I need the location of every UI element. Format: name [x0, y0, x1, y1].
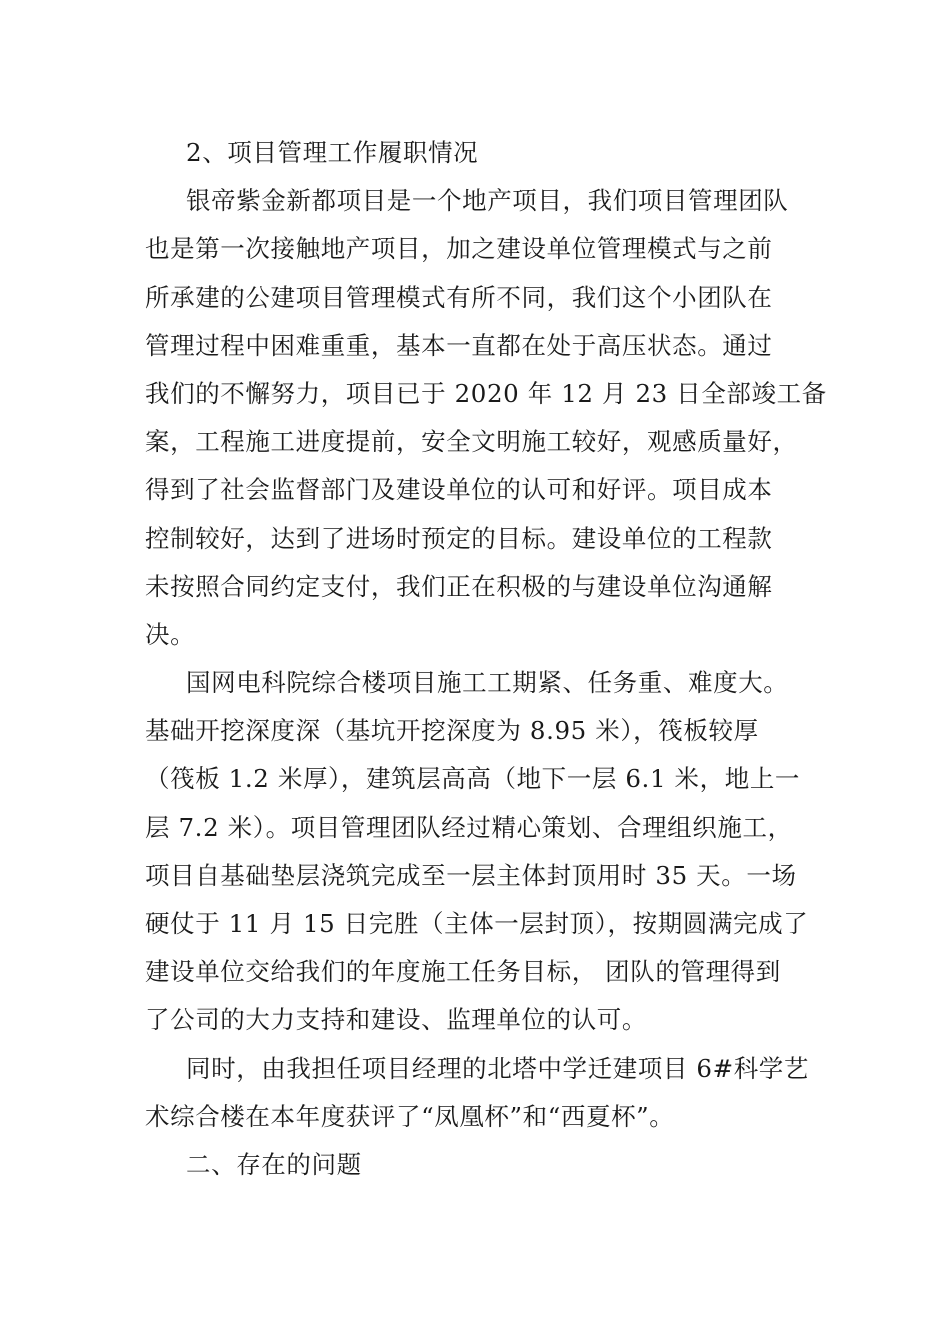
section-heading: 二、存在的问题	[186, 1149, 362, 1179]
paragraph-line: 建设单位交给我们的年度施工任务目标， 团队的管理得到	[145, 957, 781, 987]
paragraph-line: 决。	[145, 619, 196, 649]
paragraph-line: 层 7.2 米）。项目管理团队经过精心策划、合理组织施工，	[145, 812, 793, 842]
paragraph-line: 基础开挖深度深（基坑开挖深度为 8.95 米），筏板较厚	[145, 716, 759, 746]
paragraph-line: 案，工程施工进度提前，安全文明施工较好，观感质量好，	[145, 427, 798, 457]
paragraph-line: 术综合楼在本年度获评了“凤凰杯”和“西夏杯”。	[145, 1101, 675, 1131]
paragraph-line: 国网电科院综合楼项目施工工期紧、任务重、难度大。	[186, 668, 789, 698]
paragraph-line: 项目自基础垫层浇筑完成至一层主体封顶用时 35 天。一场	[145, 860, 797, 890]
paragraph-line: 同时，由我担任项目经理的北塔中学迁建项目 6#科学艺	[186, 1053, 810, 1083]
document-body	[145, 129, 827, 1189]
paragraph-line: 得到了社会监督部门及建设单位的认可和好评。项目成本	[145, 475, 773, 505]
paragraph-line: 管理过程中困难重重，基本一直都在处于高压状态。通过	[145, 330, 773, 360]
paragraph-line: 所承建的公建项目管理模式有所不同，我们这个小团队在	[145, 282, 773, 312]
paragraph-line: （筏板 1.2 米厚），建筑层高高（地下一层 6.1 米，地上一	[145, 764, 801, 794]
paragraph-line: 了公司的大力支持和建设、监理单位的认可。	[145, 1005, 647, 1035]
paragraph-line: 银帝紫金新都项目是一个地产项目，我们项目管理团队	[186, 186, 789, 216]
section-heading: 2、项目管理工作履职情况	[186, 138, 479, 167]
paragraph-line: 未按照合同约定支付，我们正在积极的与建设单位沟通解	[145, 571, 773, 601]
paragraph-line: 控制较好，达到了进场时预定的目标。建设单位的工程款	[145, 523, 773, 553]
paragraph-line: 硬仗于 11 月 15 日完胜（主体一层封顶），按期圆满完成了	[145, 909, 809, 938]
paragraph-line: 我们的不懈努力，项目已于 2020 年 12 月 23 日全部竣工备	[145, 378, 827, 408]
paragraph-line: 也是第一次接触地产项目，加之建设单位管理模式与之前	[145, 234, 773, 264]
